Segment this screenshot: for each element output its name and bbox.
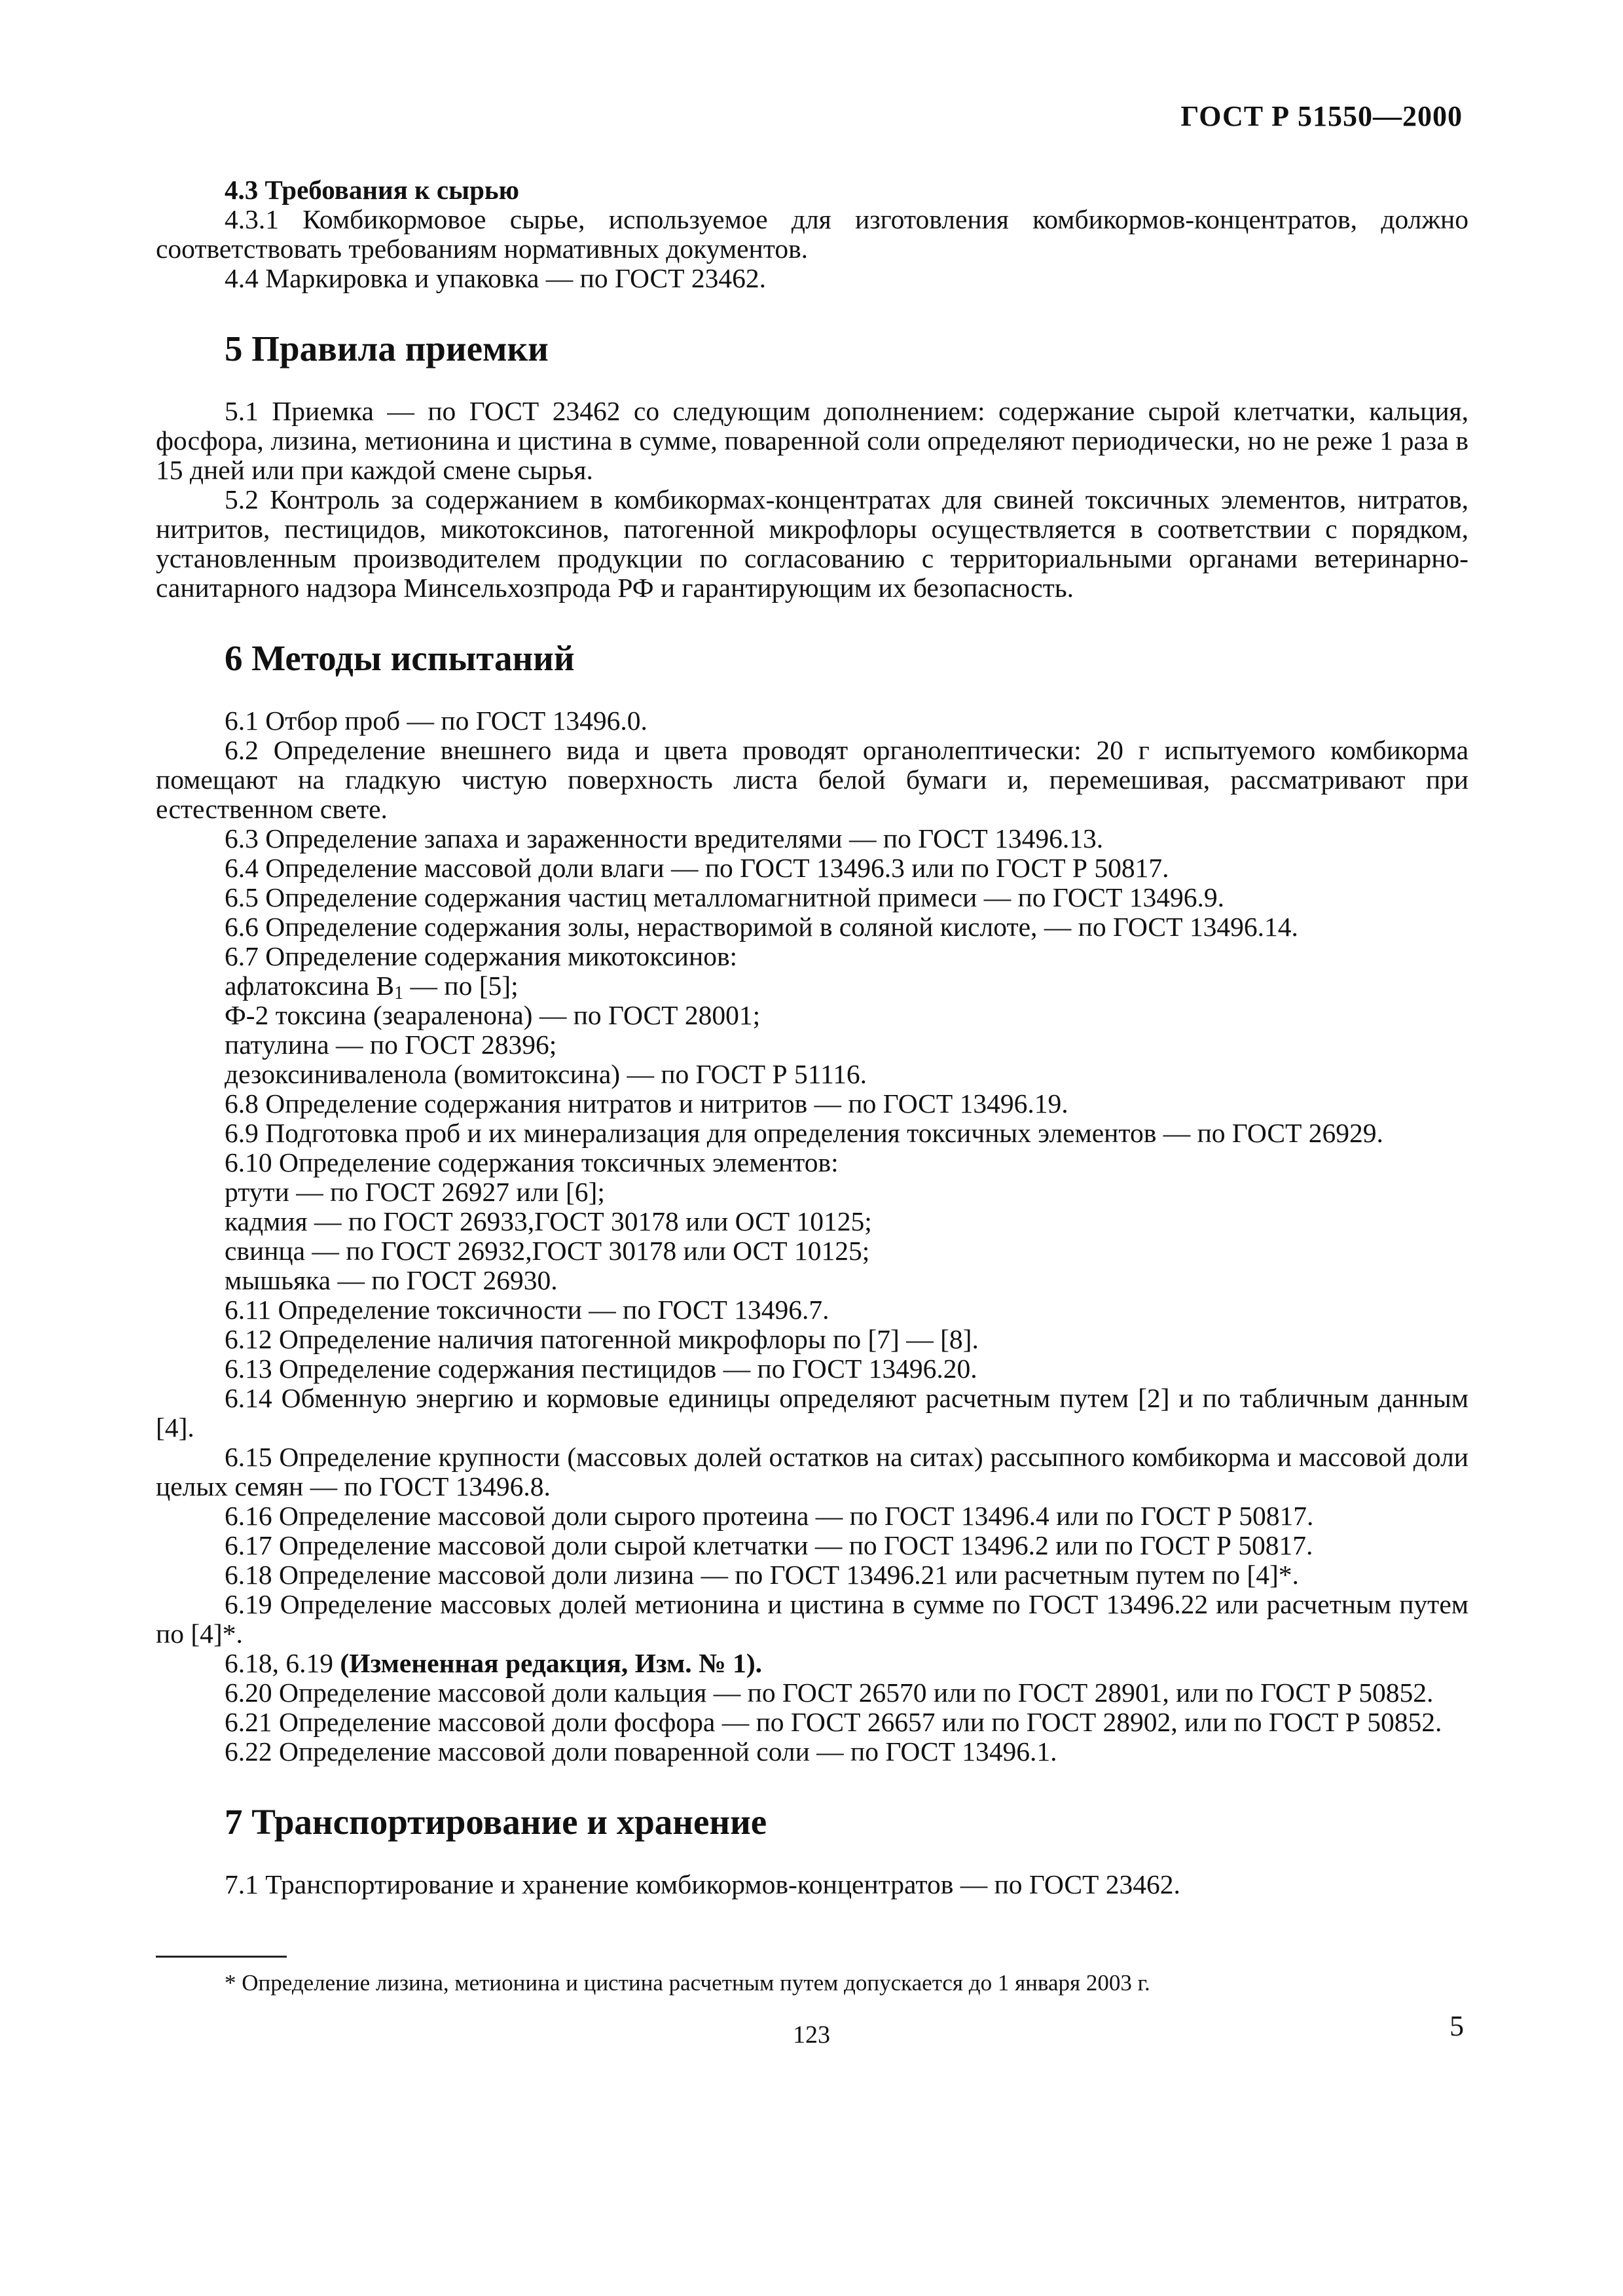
paragraph-6-4: 6.4 Определение массовой доли влаги — по ГОСТ 13496.3 или по ГОСТ Р 50817.: [225, 853, 1169, 883]
list-item-deoxynivalenol: дезоксиниваленола (вомитоксина) — по ГОСТ Р 51116.: [225, 1059, 867, 1089]
list-item-f2-toxin: Ф-2 токсина (зеараленона) — по ГОСТ 28001;: [225, 1000, 761, 1030]
list-item-lead: свинца — по ГОСТ 26932,ГОСТ 30178 или ОСТ 10125;: [225, 1236, 870, 1266]
paragraph-5-2: 5.2 Контроль за содержанием в комбикормах-концентратах для свиней токсичных элементов, нитратов, нитритов, пестицидов, микотоксинов, патогенной микрофлоры осуществляется в соответствии с порядком, установленным производителем продукции по согласованию с территориальными органами ветеринарно-санитарного надзора Минсельхозпрода РФ и гарантирующим их безопасность.: [156, 484, 1468, 603]
paragraph-4-3-1: 4.3.1 Комбикормовое сырье, используемое для изготовления комбикормов-концентратов, должно соответствовать требованиям нормативных документов.: [156, 204, 1468, 264]
paragraph-6-15: 6.15 Определение крупности (массовых долей остатков на ситах) рассыпного комбикорма и массовой доли целых семян — по ГОСТ 13496.8.: [156, 1442, 1468, 1501]
paragraph-6-21: 6.21 Определение массовой доли фосфора — по ГОСТ 26657 или по ГОСТ 28902, или по ГОСТ Р 50852.: [225, 1707, 1442, 1737]
section-heading-7: 7 Транспортирование и хранение: [225, 1802, 767, 1842]
standard-id-header: ГОСТ Р 51550—2000: [1180, 100, 1463, 132]
section-heading-5: 5 Правила приемки: [225, 329, 549, 368]
paragraph-6-18: 6.18 Определение массовой доли лизина — по ГОСТ 13496.21 или расчетным путем по [4]*.: [225, 1560, 1299, 1590]
collection-page-number: 123: [793, 2021, 830, 2049]
paragraph-6-9: 6.9 Подготовка проб и их минерализация для определения токсичных элементов — по ГОСТ 26929.: [225, 1118, 1383, 1148]
paragraph-6-11: 6.11 Определение токсичности — по ГОСТ 13496.7.: [225, 1295, 830, 1325]
paragraph-6-2: 6.2 Определение внешнего вида и цвета проводят органолептически: 20 г испытуемого комбикорма помещают на гладкую чистую поверхность листа белой бумаги и, перемешивая, рассматривают при естественном свете.: [156, 735, 1468, 824]
paragraph-6-20: 6.20 Определение массовой доли кальция — по ГОСТ 26570 или по ГОСТ 28901, или по ГОСТ Р 50852.: [225, 1677, 1434, 1708]
paragraph-6-6: 6.6 Определение содержания золы, нерастворимой в соляной кислоте, — по ГОСТ 13496.14.: [225, 912, 1298, 942]
paragraph-6-16: 6.16 Определение массовой доли сырого протеина — по ГОСТ 13496.4 или по ГОСТ Р 50817.: [225, 1501, 1314, 1531]
paragraph-6-22: 6.22 Определение массовой доли поваренной соли — по ГОСТ 13496.1.: [225, 1736, 1057, 1767]
list-item-mercury: ртути — по ГОСТ 26927 или [6];: [225, 1177, 605, 1207]
amendment-label: (Измененная редакция, Изм. № 1).: [340, 1648, 763, 1678]
paragraph-6-1: 6.1 Отбор проб — по ГОСТ 13496.0.: [225, 706, 647, 736]
paragraph-4-4: 4.4 Маркировка и упаковка — по ГОСТ 23462.: [225, 263, 766, 293]
paragraph-6-3: 6.3 Определение запаха и зараженности вредителями — по ГОСТ 13496.13.: [225, 823, 1104, 853]
list-item-cadmium: кадмия — по ГОСТ 26933,ГОСТ 30178 или ОСТ 10125;: [225, 1206, 872, 1236]
footnote: * Определение лизина, метионина и цистина расчетным путем допускается до 1 января 2003 г.: [225, 1970, 1150, 1996]
paragraph-6-19: 6.19 Определение массовых долей метионина и цистина в сумме по ГОСТ 13496.22 или расчетным путем по [4]*.: [156, 1589, 1468, 1649]
subsection-heading-4-3: 4.3 Требования к сырью: [225, 175, 519, 205]
list-item-aflatoxin: [156, 971, 1468, 1001]
list-item-patulin: патулина — по ГОСТ 28396;: [225, 1030, 557, 1060]
amendment-note: [156, 1649, 1468, 1678]
aflatoxin-subscript: 1: [394, 983, 404, 1003]
paragraph-6-13: 6.13 Определение содержания пестицидов — по ГОСТ 13496.20.: [225, 1354, 977, 1384]
paragraph-6-5: 6.5 Определение содержания частиц металломагнитной примеси — по ГОСТ 13496.9.: [225, 882, 1224, 912]
paragraph-6-7: 6.7 Определение содержания микотоксинов:: [225, 941, 738, 971]
section-heading-6: 6 Методы испытаний: [225, 638, 575, 678]
paragraph-6-12: 6.12 Определение наличия патогенной микрофлоры по [7] — [8].: [225, 1324, 979, 1354]
footnote-divider: [156, 1956, 287, 1958]
document-body: [156, 175, 1468, 1899]
amendment-prefix: 6.18, 6.19: [225, 1648, 340, 1678]
page-number: 5: [1450, 2010, 1464, 2042]
aflatoxin-ref: — по [5];: [403, 971, 519, 1001]
paragraph-7-1: 7.1 Транспортирование и хранение комбикормов-концентратов — по ГОСТ 23462.: [225, 1869, 1180, 1899]
list-item-arsenic: мышьяка — по ГОСТ 26930.: [225, 1265, 558, 1295]
paragraph-6-14: 6.14 Обменную энергию и кормовые единицы определяют расчетным путем [2] и по табличным данным [4].: [156, 1383, 1468, 1443]
paragraph-6-17: 6.17 Определение массовой доли сырой клетчатки — по ГОСТ 13496.2 или по ГОСТ Р 50817.: [225, 1530, 1313, 1560]
paragraph-6-8: 6.8 Определение содержания нитратов и нитритов — по ГОСТ 13496.19.: [225, 1088, 1068, 1119]
paragraph-6-10: 6.10 Определение содержания токсичных элементов:: [225, 1147, 839, 1177]
aflatoxin-text: афлатоксина В: [225, 971, 395, 1001]
paragraph-5-1: 5.1 Приемка — по ГОСТ 23462 со следующим дополнением: содержание сырой клетчатки, кальция, фосфора, лизина, метионина и цистина в сумме, поваренной соли определяют периодически, но не реже 1 раза в 15 дней или при каждой смене сырья.: [156, 396, 1468, 485]
